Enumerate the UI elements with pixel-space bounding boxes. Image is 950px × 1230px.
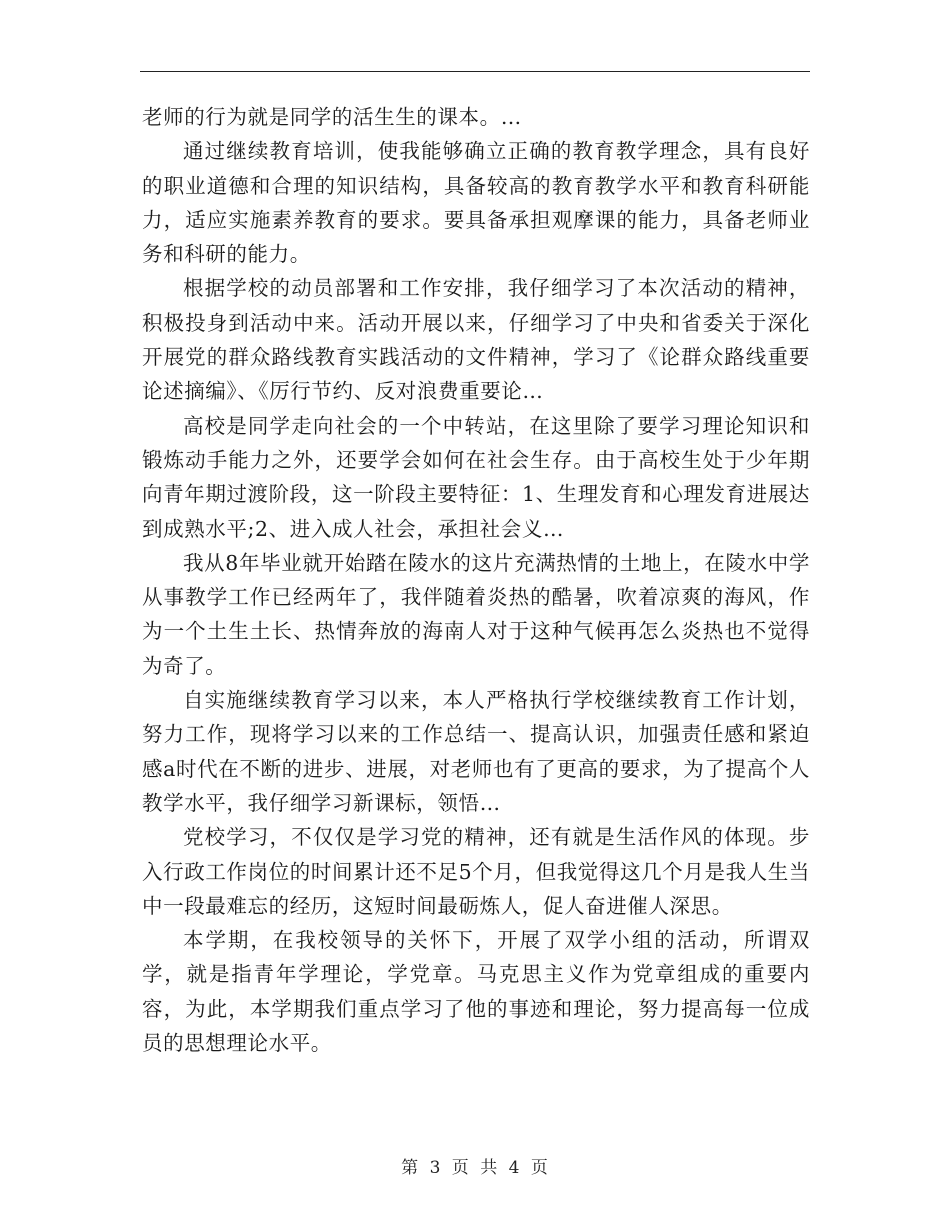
- header-rule: [140, 71, 810, 72]
- body-text: [142, 100, 810, 1060]
- footer-page-unit: 页: [451, 1158, 470, 1178]
- footer-total-pages: 4: [508, 1158, 521, 1178]
- paragraph-6: 自实施继续教育学习以来，本人严格执行学校继续教育工作计划，努力工作，现将学习以来的工作总结一、提高认识，加强责任感和紧迫感a时代在不断的进步、进展，对老师也有了更高的要求，为了提高个人教学水平，我仔细学习新课标，领悟…: [142, 688, 810, 815]
- footer-total-unit: 页: [530, 1158, 549, 1178]
- paragraph-3: 根据学校的动员部署和工作安排，我仔细学习了本次活动的精神，积极投身到活动中来。活动开展以来，仔细学习了中央和省委关于深化开展党的群众路线教育实践活动的文件精神，学习了《论群众路线重要论述摘编》、《厉行节约、反对浪费重要论…: [142, 276, 810, 404]
- paragraph-8: 本学期，在我校领导的关怀下，开展了双学小组的活动，所谓双学，就是指青年学理论，学党章。马克思主义作为党章组成的重要内容，为此，本学期我们重点学习了他的事迹和理论，努力提高每一位成员的思想理论水平。: [142, 928, 810, 1056]
- footer-total-prefix: 共: [480, 1158, 499, 1178]
- paragraph-2: 通过继续教育培训，使我能够确立正确的教育教学理念，具有良好的职业道德和合理的知识结构，具备较高的教育教学水平和教育科研能力，适应实施素养教育的要求。要具备承担观摩课的能力，具备老师业务和科研的能力。: [142, 139, 810, 267]
- paragraph-1: 老师的行为就是同学的活生生的课本。…: [142, 105, 522, 129]
- paragraph-4: 高校是同学走向社会的一个中转站，在这里除了要学习理论知识和锻炼动手能力之外，还要学会如何在社会生存。由于高校生处于少年期向青年期过渡阶段，这一阶段主要特征：1、生理发育和心理发育进展达到成熟水平;2、进入成人社会，承担社会义…: [142, 413, 810, 541]
- paragraph-5: 我从8年毕业就开始踏在陵水的这片充满热情的土地上，在陵水中学从事教学工作已经两年了，我伴随着炎热的酷暑，吹着凉爽的海风，作为一个土生土长、热情奔放的海南人对于这种气候再怎么炎热也不觉得为奇了。: [142, 550, 810, 678]
- footer-prefix: 第: [401, 1158, 420, 1178]
- footer-page-number: 3: [429, 1158, 442, 1178]
- paragraph-7: 党校学习，不仅仅是学习党的精神，还有就是生活作风的体现。步入行政工作岗位的时间累计还不足5个月，但我觉得这几个月是我人生当中一段最难忘的经历，这短时间最砺炼人，促人奋进催人深思。: [142, 825, 810, 918]
- page-footer: [0, 1153, 950, 1178]
